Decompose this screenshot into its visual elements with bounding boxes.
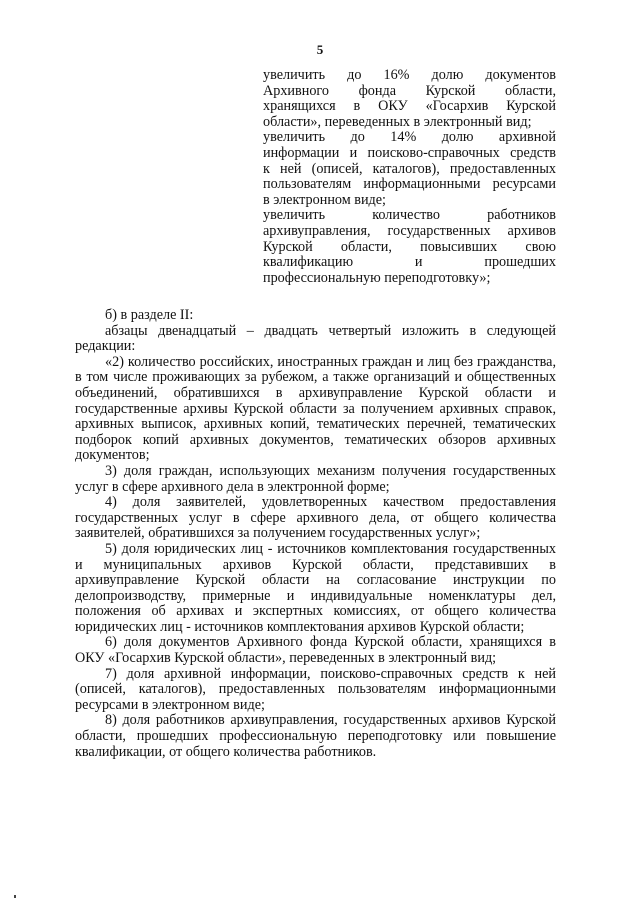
main-text (75, 308, 556, 760)
indicator-line: увеличить до 16% долю документов (263, 67, 556, 83)
list-item: 4) доля заявителей, удовлетворенных качеством предоставления государственных услуг в сфере архивного дела, от общего количества заявителей, обратившихся за получением государственных услуг»; (75, 494, 556, 542)
indicator-line: хранящихся в ОКУ «Госархив Курской (263, 98, 556, 115)
indicator-line: архивуправления, государственных архивов (263, 222, 556, 239)
indicator-line: профессиональную переподготовку»; (263, 269, 491, 286)
scan-mark (14, 895, 16, 898)
indicator-line: пользователям информационными ресурсами (263, 176, 556, 193)
indicator-line: информации и поисково-справочных средств (263, 144, 556, 161)
indicator-line: увеличить до 14% долю архивной (263, 129, 556, 146)
indicator-line: квалификацию и прошедших (263, 254, 556, 271)
list-item: 6) доля документов Архивного фонда Курской области, хранящихся в ОКУ «Госархив Курской области», переведенных в электронный вид; (75, 634, 556, 667)
intro-paragraph: абзацы двенадцатый – двадцать четвертый изложить в следующей редакции: (75, 322, 556, 355)
list-item: 3) доля граждан, использующих механизм получения государственных услуг в сфере архивного дела в электронной форме; (75, 462, 556, 495)
list-item: 5) доля юридических лиц - источников комплектования государственных и муниципальных архивов Курской области, представивших в архивуправление Курской области на согласование инструкции по делопроизводству, примерные и индивидуальные номенклатуры дел, положения об архивах и экспертных комиссиях, от общего количества юридических лиц - источников комплектования архивов Курской области; (75, 540, 556, 635)
section-heading: б) в разделе II: (105, 307, 194, 323)
list-item: «2) количество российских, иностранных граждан и лиц без гражданства, в том числе проживающих за рубежом, а также организаций и общественных объединений, обратившихся в архивуправление Курской области и государственные архивы Курской области за получением архивных справок, архивных выписок, архивных копий, тематических перечней, тематических подборок копий архивных документов, тематических обзоров архивных документов; (75, 353, 556, 464)
indicator-line: в электронном виде; (263, 191, 387, 208)
indicator-line: Архивного фонда Курской области, (263, 82, 556, 99)
indicator-line: Курской области, повысивших свою (263, 238, 556, 255)
indicator-line: к ней (описей, каталогов), предоставленных (263, 160, 556, 177)
indicator-line: области», переведенных в электронный вид; (263, 113, 532, 130)
list-item: 7) доля архивной информации, поисково-справочных средств к ней (описей, каталогов), предоставленных пользователям информационными ресурсами в электронном виде; (75, 665, 556, 713)
indicator-line: увеличить количество работников (263, 207, 556, 224)
indicators-block (263, 68, 556, 286)
list-item: 8) доля работников архивуправления, государственных архивов Курской области, прошедших профессиональную переподготовку или повышение квалификации, от общего количества работников. (75, 712, 556, 760)
page-number: 5 (316, 42, 324, 57)
